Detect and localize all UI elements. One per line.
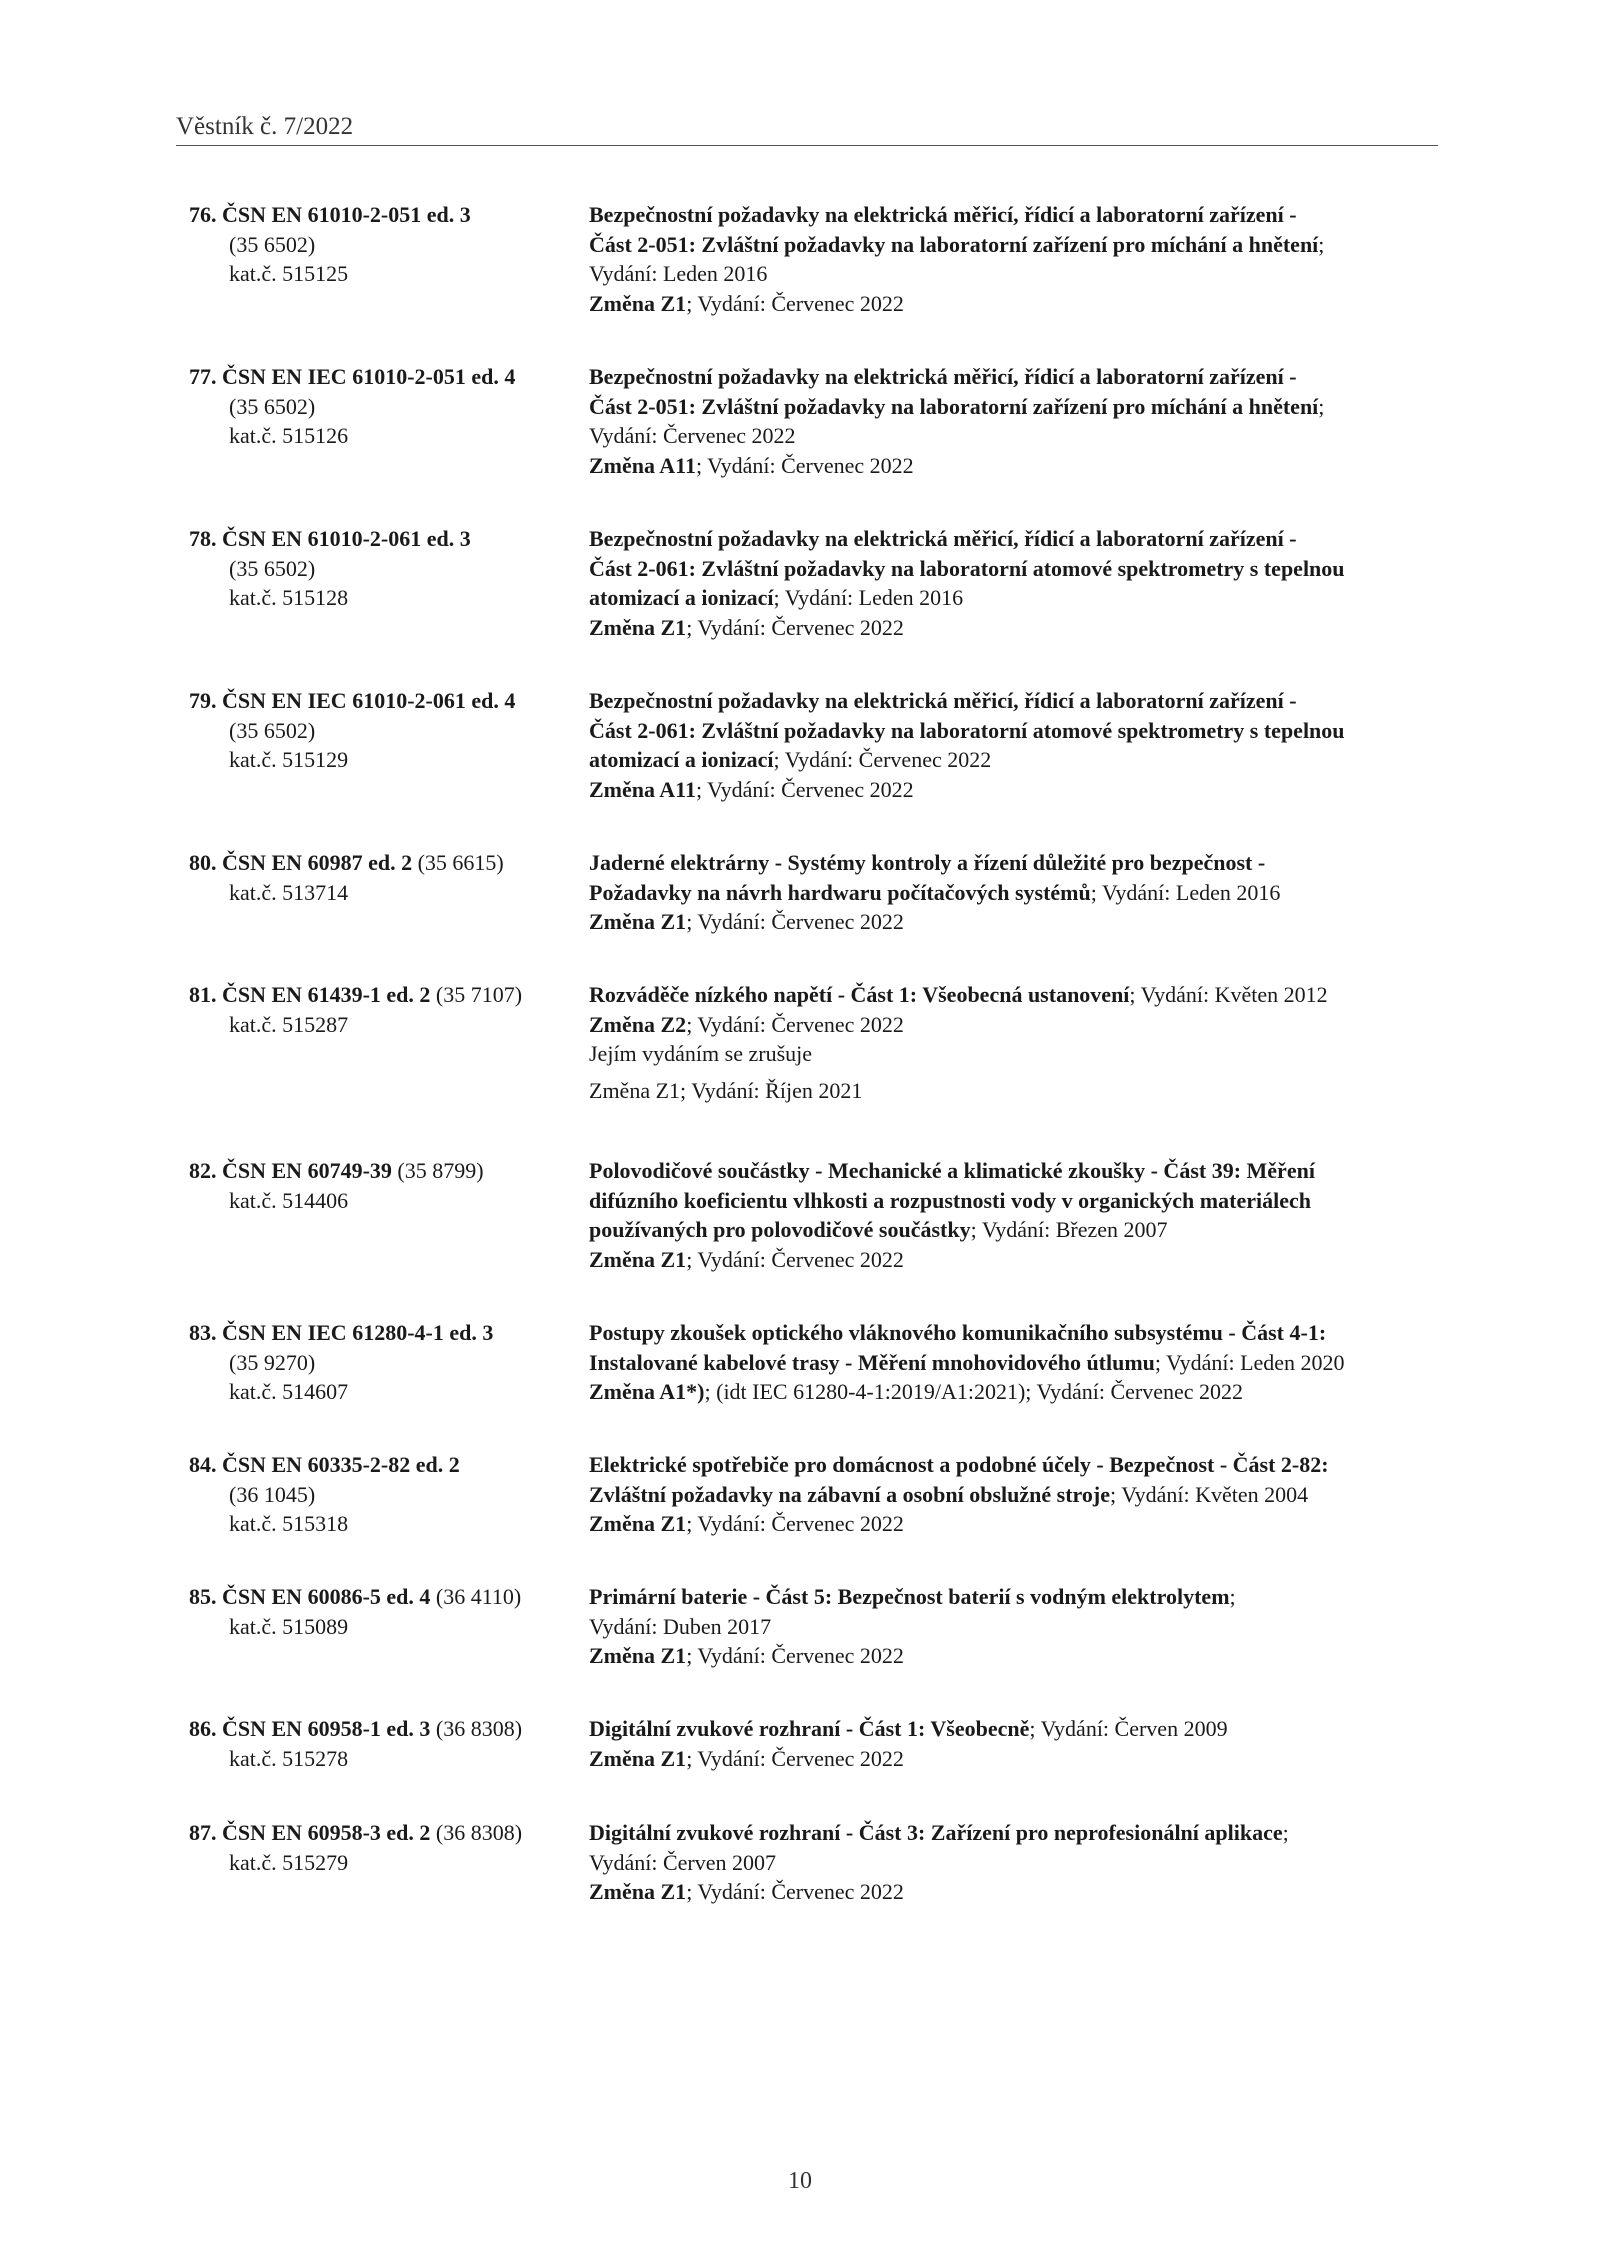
standard-identifier [189, 1818, 569, 1877]
description-line [589, 1744, 1449, 1774]
title-text: Bezpečnostní požadavky na elektrická měřicí, řídicí a laboratorní zařízení - [589, 202, 1297, 227]
standard-designation-line [189, 524, 569, 554]
description-line [589, 1215, 1449, 1245]
description-line [589, 878, 1449, 908]
standard-identifier [189, 848, 569, 907]
description-line [589, 451, 1449, 481]
classification-number: (35 6502) [229, 393, 316, 419]
description-line [589, 1818, 1449, 1848]
title-text: Digitální zvukové rozhraní - Část 3: Zařízení pro neprofesionální aplikace [589, 1820, 1283, 1845]
edition-text: Vydání: Červen 2007 [589, 1849, 776, 1875]
title-text: Změna A11 [589, 776, 696, 802]
standard-description [589, 1318, 1449, 1407]
description-line [589, 1612, 1449, 1642]
title-text: Část 2-061: Zvláštní požadavky na laboratorní atomové spektrometry s tepelnou [589, 555, 1345, 581]
edition-text: ; Vydání: Leden 2020 [1154, 1349, 1345, 1375]
standard-designation-line [189, 1582, 569, 1612]
edition-text: ; [1318, 231, 1325, 257]
description-line [589, 1480, 1449, 1510]
description-line [589, 1641, 1449, 1671]
title-text: Změna Z2 [589, 1011, 687, 1037]
standard-designation-line [189, 848, 569, 878]
standard-description [589, 1582, 1449, 1671]
edition-text: ; Vydání: Červenec 2022 [686, 909, 904, 934]
entry-number: 86. [189, 1716, 217, 1741]
description-line [589, 1582, 1449, 1612]
standard-code: ČSN EN 60335-2-82 ed. 2 [222, 1452, 460, 1477]
title-text: Změna Z1 [589, 1246, 687, 1272]
title-text: Postupy zkoušek optického vláknového komunikačního subsystému - Část 4-1: [589, 1320, 1327, 1345]
edition-text: ; Vydání: Červenec 2022 [695, 452, 914, 478]
catalog-number: kat.č. 514406 [229, 1187, 349, 1213]
standard-code: ČSN EN 60958-3 ed. 2 [222, 1820, 431, 1845]
classification-inline: (36 4110) [430, 1584, 522, 1609]
classification-inline: (35 7107) [430, 982, 523, 1007]
edition-text: ; [1318, 393, 1325, 419]
title-text: Změna Z1 [589, 909, 687, 934]
title-text: Část 2-061: Zvláštní požadavky na laboratorní atomové spektrometry s tepelnou [589, 717, 1345, 743]
catalog-number: kat.č. 515287 [229, 1011, 349, 1037]
entry-number: 80. [189, 850, 217, 875]
description-line [589, 1714, 1449, 1744]
title-text: atomizací a ionizací [589, 747, 774, 772]
standard-description [589, 1818, 1449, 1907]
classification-number: (35 6502) [229, 555, 316, 581]
edition-text: ; Vydání: Leden 2016 [773, 585, 964, 610]
standard-identifier [189, 1450, 569, 1539]
entry-number: 84. [189, 1452, 217, 1477]
title-text: Elektrické spotřebiče pro domácnost a podobné účely - Bezpečnost - Část 2-82: [589, 1452, 1329, 1477]
title-text: Část 2-051: Zvláštní požadavky na laboratorní zařízení pro míchání a hnětení [589, 393, 1319, 419]
standard-designation-line [189, 1450, 569, 1480]
standard-code: ČSN EN IEC 61010-2-061 ed. 4 [222, 688, 516, 713]
description-line [589, 1377, 1449, 1407]
standard-code: ČSN EN 60749-39 [222, 1158, 392, 1183]
standard-code: ČSN EN IEC 61010-2-051 ed. 4 [222, 364, 516, 389]
edition-text: ; [1229, 1584, 1236, 1609]
title-text: Změna A1*) [589, 1379, 705, 1404]
description-line [589, 259, 1449, 289]
description-line [589, 907, 1449, 937]
standard-identifier [189, 686, 569, 775]
edition-text: Vydání: Červenec 2022 [589, 423, 796, 448]
edition-text: ; Vydání: Červen 2009 [1029, 1716, 1228, 1741]
title-text: Bezpečnostní požadavky na elektrická měřicí, řídicí a laboratorní zařízení - [589, 364, 1297, 389]
standard-code: ČSN EN 61010-2-061 ed. 3 [222, 526, 471, 551]
title-text: Změna A11 [589, 452, 696, 478]
description-line [589, 1010, 1449, 1040]
title-text: Bezpečnostní požadavky na elektrická měřicí, řídicí a laboratorní zařízení - [589, 526, 1297, 551]
standard-designation-line [189, 1318, 569, 1348]
standard-description [589, 1156, 1449, 1274]
catalog-number: kat.č. 515318 [229, 1511, 349, 1536]
standard-designation-line [189, 1156, 569, 1186]
description-line [589, 1450, 1449, 1480]
title-text: Požadavky na návrh hardwaru počítačových systémů [589, 879, 1091, 905]
catalog-number: kat.č. 515129 [229, 747, 349, 772]
description-line [589, 392, 1449, 422]
title-text: atomizací a ionizací [589, 585, 774, 610]
standard-designation-line [189, 686, 569, 716]
edition-text: ; Vydání: Květen 2004 [1109, 1481, 1309, 1507]
edition-text: Vydání: Leden 2016 [589, 261, 768, 286]
description-line [589, 524, 1449, 554]
title-text: Bezpečnostní požadavky na elektrická měřicí, řídicí a laboratorní zařízení - [589, 688, 1297, 713]
standard-code: ČSN EN 61439-1 ed. 2 [222, 982, 431, 1007]
description-line [589, 1039, 1449, 1069]
description-line [589, 1877, 1449, 1907]
catalog-number: kat.č. 515128 [229, 585, 349, 610]
description-line [589, 613, 1449, 643]
standard-description [589, 1450, 1449, 1539]
description-line [589, 1318, 1449, 1348]
standard-code: ČSN EN IEC 61280-4-1 ed. 3 [222, 1320, 494, 1345]
standard-description [589, 686, 1449, 804]
edition-text: ; Vydání: Červenec 2022 [695, 776, 914, 802]
title-text: Změna Z1 [589, 1511, 687, 1536]
description-line [589, 1348, 1449, 1378]
edition-text: ; Vydání: Červenec 2022 [686, 1643, 904, 1668]
standard-designation-line [189, 980, 569, 1010]
standard-description [589, 848, 1449, 937]
title-text: Změna Z1 [589, 1643, 687, 1668]
standard-identifier [189, 524, 569, 613]
edition-text: ; Vydání: Červenec 2022 [686, 614, 904, 640]
title-text: Rozváděče nízkého napětí - Část 1: Všeobecná ustanovení [589, 982, 1130, 1007]
standard-code: ČSN EN 61010-2-051 ed. 3 [222, 202, 471, 227]
edition-text: ; Vydání: Červenec 2022 [686, 1511, 904, 1536]
edition-text: Jejím vydáním se zrušuje [589, 1041, 813, 1066]
standard-code: ČSN EN 60086-5 ed. 4 [222, 1584, 431, 1609]
description-line [589, 583, 1449, 613]
edition-text: ; Vydání: Červenec 2022 [686, 290, 904, 316]
description-line [589, 745, 1449, 775]
classification-number: (35 6502) [229, 717, 316, 743]
standard-identifier [189, 1714, 569, 1773]
standard-identifier [189, 1582, 569, 1641]
document-header: Věstník č. 7/2022 [176, 113, 354, 140]
title-text: používaných pro polovodičové součástky [589, 1217, 971, 1242]
title-text: Část 2-051: Zvláštní požadavky na laboratorní zařízení pro míchání a hnětení [589, 231, 1319, 257]
edition-text: ; Vydání: Červenec 2022 [773, 747, 992, 772]
description-line [589, 1076, 1449, 1106]
standard-designation-line [189, 1818, 569, 1848]
standard-designation-line [189, 362, 569, 392]
standard-description [589, 362, 1449, 480]
edition-text: ; Vydání: Červenec 2022 [686, 1011, 904, 1037]
edition-text: ; Vydání: Leden 2016 [1090, 879, 1281, 905]
catalog-number: kat.č. 514607 [229, 1379, 349, 1404]
description-line [589, 716, 1449, 746]
entry-number: 81. [189, 982, 217, 1007]
catalog-number: kat.č. 515126 [229, 423, 349, 448]
standard-description [589, 200, 1449, 318]
entry-number: 76. [189, 202, 217, 227]
standard-code: ČSN EN 60987 ed. 2 [222, 850, 413, 875]
edition-text: Vydání: Duben 2017 [589, 1613, 772, 1639]
title-text: Změna Z1 [589, 1745, 687, 1771]
title-text: Digitální zvukové rozhraní - Část 1: Všeobecně [589, 1716, 1030, 1741]
title-text: Změna Z1 [589, 1879, 687, 1904]
standard-designation-line [189, 1714, 569, 1744]
title-text: Instalované kabelové trasy - Měření mnohovidového útlumu [589, 1349, 1155, 1375]
title-text: Změna Z1 [589, 290, 687, 316]
standard-description [589, 524, 1449, 642]
catalog-number: kat.č. 515278 [229, 1745, 349, 1771]
entry-number: 78. [189, 526, 217, 551]
description-line [589, 980, 1449, 1010]
classification-number: (36 1045) [229, 1481, 316, 1507]
standard-identifier [189, 1318, 569, 1407]
standard-code: ČSN EN 60958-1 ed. 3 [222, 1716, 431, 1741]
title-text: Polovodičové součástky - Mechanické a klimatické zkoušky - Část 39: Měření [589, 1158, 1315, 1183]
description-line [589, 848, 1449, 878]
edition-text: ; Vydání: Květen 2012 [1129, 982, 1328, 1007]
spacer [589, 1069, 1449, 1076]
description-line [589, 1509, 1449, 1539]
standard-identifier [189, 362, 569, 451]
description-line [589, 1848, 1449, 1878]
standard-designation-line [189, 200, 569, 230]
description-line [589, 686, 1449, 716]
description-line [589, 230, 1449, 260]
edition-text: ; Vydání: Březen 2007 [970, 1217, 1168, 1242]
description-line [589, 289, 1449, 319]
description-line [589, 421, 1449, 451]
entry-number: 77. [189, 364, 217, 389]
classification-inline: (35 6615) [412, 850, 504, 875]
description-line [589, 200, 1449, 230]
header-rule [176, 145, 1438, 146]
classification-number: (35 9270) [229, 1349, 316, 1375]
description-line [589, 1245, 1449, 1275]
description-line [589, 554, 1449, 584]
entry-number: 85. [189, 1584, 217, 1609]
catalog-number: kat.č. 515089 [229, 1613, 349, 1639]
edition-text: ; (idt IEC 61280-4-1:2019/A1:2021); Vydání: Červenec 2022 [704, 1379, 1244, 1404]
description-line [589, 1156, 1449, 1186]
title-text: Zvláštní požadavky na zábavní a osobní obslužné stroje [589, 1481, 1110, 1507]
edition-text: ; Vydání: Červenec 2022 [686, 1879, 904, 1904]
entry-number: 82. [189, 1158, 217, 1183]
edition-text: ; [1282, 1820, 1289, 1845]
description-line [589, 362, 1449, 392]
description-line [589, 775, 1449, 805]
title-text: Změna Z1 [589, 614, 687, 640]
classification-inline: (36 8308) [430, 1820, 523, 1845]
standard-identifier [189, 980, 569, 1039]
standard-identifier [189, 1156, 569, 1215]
entry-number: 87. [189, 1820, 217, 1845]
catalog-number: kat.č. 513714 [229, 879, 349, 905]
standard-description [589, 980, 1449, 1105]
title-text: difúzního koeficientu vlhkosti a rozpustnosti vody v organických materiálech [589, 1187, 1311, 1213]
standard-description [589, 1714, 1449, 1773]
edition-text: ; Vydání: Červenec 2022 [686, 1745, 904, 1771]
page-number: 10 [788, 2168, 812, 2194]
catalog-number: kat.č. 515279 [229, 1849, 349, 1875]
catalog-number: kat.č. 515125 [229, 261, 349, 286]
title-text: Jaderné elektrárny - Systémy kontroly a řízení důležité pro bezpečnost - [589, 850, 1266, 875]
edition-text: ; Vydání: Červenec 2022 [686, 1246, 904, 1272]
entry-number: 83. [189, 1320, 217, 1345]
classification-number: (35 6502) [229, 231, 316, 257]
standard-identifier [189, 200, 569, 289]
classification-inline: (35 8799) [391, 1158, 484, 1183]
entry-number: 79. [189, 688, 217, 713]
classification-inline: (36 8308) [430, 1716, 523, 1741]
edition-text: Změna Z1; Vydání: Říjen 2021 [589, 1077, 863, 1103]
description-line [589, 1186, 1449, 1216]
title-text: Primární baterie - Část 5: Bezpečnost baterií s vodným elektrolytem [589, 1584, 1230, 1609]
